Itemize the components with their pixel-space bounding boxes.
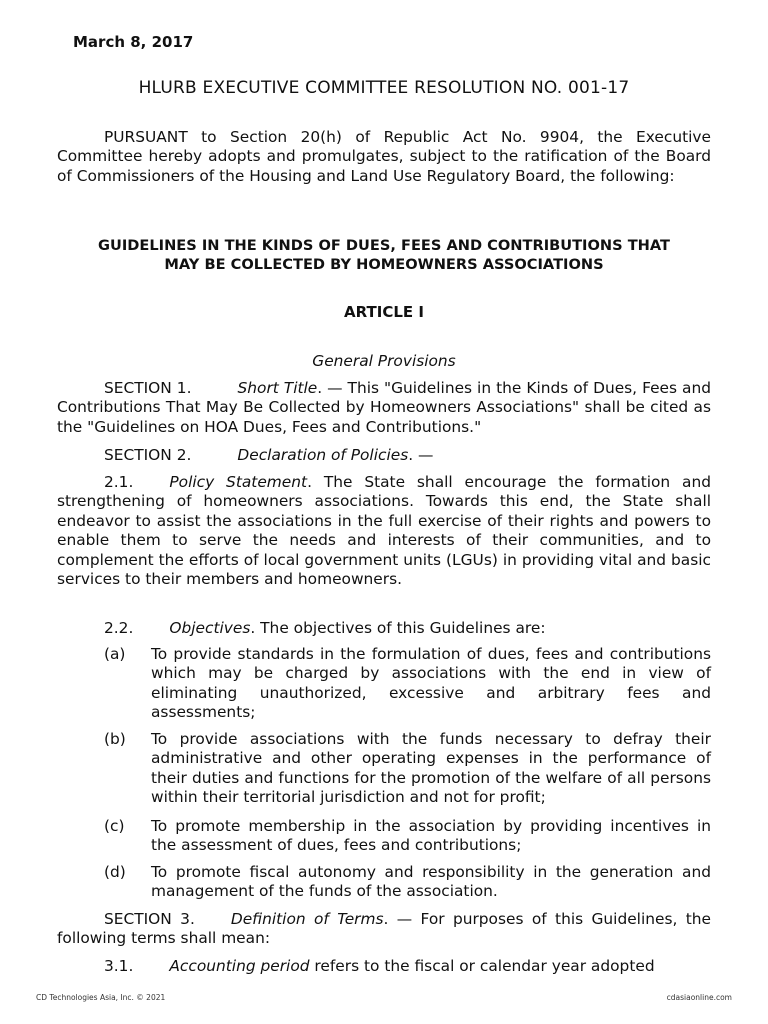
guidelines-title-line-1: GUIDELINES IN THE KINDS OF DUES, FEES AND CONTRIBUTIONS THAT <box>98 237 670 254</box>
section-3-1-heading: Accounting period <box>169 957 310 975</box>
section-2-2-heading: Objectives <box>169 619 251 637</box>
section-2-1-number: 2.1. <box>104 473 134 491</box>
section-3-label: SECTION 3. <box>104 910 195 928</box>
section-2-1-heading: Policy Statement <box>169 473 308 491</box>
section-2-label: SECTION 2. <box>104 446 192 464</box>
section-1 <box>57 379 711 437</box>
section-3-text: . — For purposes of this Guidelines, the following terms shall mean: <box>57 910 711 948</box>
section-3-heading: Definition of Terms <box>230 910 384 928</box>
intro-paragraph: PURSUANT to Section 20(h) of Republic Act No. 9904, the Executive Committee hereby adopts and promulgates, subject to the ratification of the Board of Commissioners of the Housing and Land Use Regulatory Board, the following: <box>57 128 711 185</box>
objective-label: (a) <box>104 645 126 663</box>
section-2-2 <box>57 619 711 638</box>
objective-text: To provide associations with the funds necessary to defray their administrative and other operating expenses in the performance of their duties and functions for the promotion of the welfare of all persons within their territorial jurisdiction and not for profit; <box>151 730 711 807</box>
footer-copyright: CD Technologies Asia, Inc. © 2021 <box>36 993 166 1002</box>
objective-text: To promote membership in the association by providing incentives in the assessment of dues, fees and contributions; <box>151 817 711 855</box>
objective-item <box>104 645 711 723</box>
guidelines-title <box>57 236 711 274</box>
section-2-2-number: 2.2. <box>104 619 134 637</box>
section-2-2-text: . The objectives of this Guidelines are: <box>250 619 546 637</box>
footer-website: cdasiaonline.com <box>666 993 732 1002</box>
document-date: March 8, 2017 <box>73 33 194 51</box>
objective-item <box>104 863 711 902</box>
section-2-1 <box>57 473 711 589</box>
objective-label: (b) <box>104 730 126 748</box>
article-number: ARTICLE I <box>344 303 424 321</box>
objective-text: To promote fiscal autonomy and responsibility in the generation and management of the funds of the association. <box>151 863 711 901</box>
section-2-heading: Declaration of Policies <box>237 446 409 464</box>
section-2-text: . — <box>408 446 434 464</box>
section-3-1-number: 3.1. <box>104 957 134 975</box>
objective-label: (d) <box>104 863 126 881</box>
section-1-label: SECTION 1. <box>104 379 192 397</box>
section-2-1-text: . The State shall encourage the formation and strengthening of homeowners associations. Towards this end, the State shall endeavor to assist the associations in the full exercise of their rights and powers to enable them to serve the needs and interests of their communities, and to complement the efforts of local government units (LGUs) in providing vital and basic services to their members and homeowners. <box>57 473 712 589</box>
article-subtitle: General Provisions <box>312 352 456 370</box>
section-2 <box>57 446 711 465</box>
section-3-1-text: refers to the fiscal or calendar year adopted <box>309 957 655 975</box>
section-1-heading: Short Title <box>237 379 318 397</box>
resolution-title: HLURB EXECUTIVE COMMITTEE RESOLUTION NO. 001-17 <box>138 78 630 98</box>
objective-item <box>104 730 711 808</box>
objective-text: To provide standards in the formulation of dues, fees and contributions which may be charged by associations with the end in view of eliminating unauthorized, excessive and arbitrary fees and assessments; <box>151 645 711 722</box>
guidelines-title-line-2: MAY BE COLLECTED BY HOMEOWNERS ASSOCIATIONS <box>164 256 604 273</box>
section-1-text: . — This "Guidelines in the Kinds of Dues, Fees and Contributions That May Be Collected by Homeowners Associations" shall be cited as the "Guidelines on HOA Dues, Fees and Contributions." <box>57 379 711 436</box>
section-3 <box>57 910 711 949</box>
objective-label: (c) <box>104 817 125 835</box>
section-3-1 <box>57 957 711 976</box>
objective-item <box>104 817 711 856</box>
